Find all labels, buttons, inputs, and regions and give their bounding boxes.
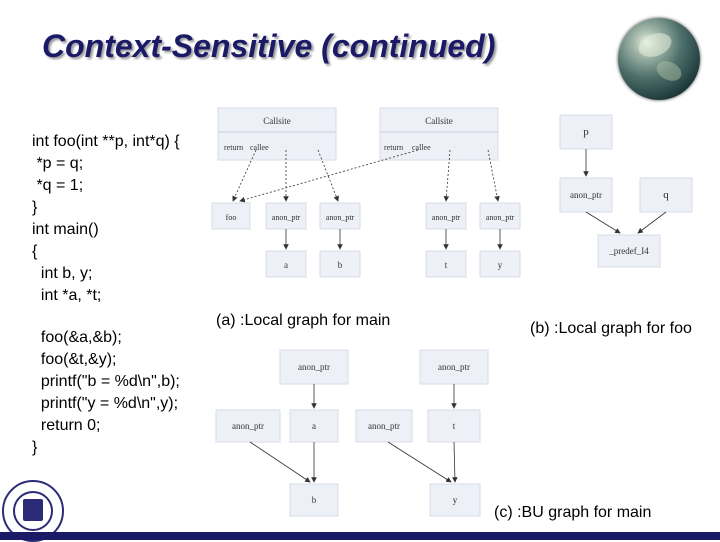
callsite-return: return (384, 143, 404, 152)
code-line: *q = 1; (32, 177, 84, 194)
node-p: p (583, 126, 589, 138)
seal-emblem (23, 499, 43, 521)
callsite-callee: callee (412, 143, 431, 152)
node-b: b (311, 495, 317, 505)
callsite-title: Callsite (425, 116, 453, 126)
node-predef: _predef_I4 (609, 246, 649, 256)
footer-bar (0, 532, 720, 540)
graph-c (216, 350, 488, 516)
node-anon-ptr: anon_ptr (271, 213, 301, 222)
edge-points-to (250, 442, 310, 482)
node-anon-ptr: anon_ptr (232, 421, 264, 431)
node-t: t (444, 260, 448, 270)
node-anon-ptr: anon_ptr (431, 213, 461, 222)
node-a: a (284, 260, 288, 270)
node-anon-ptr: anon_ptr (325, 213, 355, 222)
node-anon-ptr: anon_ptr (438, 362, 470, 372)
node-t: t (452, 421, 456, 431)
node-q: q (663, 189, 669, 201)
code-line: return 0; (32, 417, 101, 434)
node-y: y (497, 260, 503, 270)
node-a: a (312, 421, 316, 431)
caption-a: (a) :Local graph for main (216, 312, 391, 329)
code-line: } (32, 439, 38, 456)
node-anon-ptr: anon_ptr (485, 213, 515, 222)
node-anon-ptr: anon_ptr (368, 421, 400, 431)
code-line: } (32, 199, 38, 216)
graph-a (212, 108, 520, 277)
node-b: b (337, 260, 343, 270)
graph-b (560, 115, 692, 267)
slide-title: Context-Sensitive (continued) (42, 28, 496, 64)
code-line: foo(&t,&y); (32, 351, 117, 368)
edge-points-to (638, 212, 666, 233)
node-foo: foo (225, 213, 237, 222)
code-line: int *a, *t; (32, 287, 102, 304)
code-line: *p = q; (32, 155, 84, 172)
edge-points-to (586, 212, 620, 233)
edge-points-to (388, 442, 451, 482)
callsite-title: Callsite (263, 116, 291, 126)
code-line: printf("b = %d\n",b); (32, 373, 180, 390)
caption-b: (b) :Local graph for foo (530, 320, 692, 337)
code-line: int foo(int **p, int*q) { (32, 133, 180, 150)
node-anon-ptr: anon_ptr (298, 362, 330, 372)
caption-c: (c) :BU graph for main (494, 504, 652, 521)
code-line: foo(&a,&b); (32, 329, 122, 346)
edge-points-to (454, 442, 455, 482)
callsite-callee: callee (250, 143, 269, 152)
code-line: int main() (32, 221, 99, 238)
code-line: printf("y = %d\n",y); (32, 395, 179, 412)
node-y: y (452, 495, 458, 505)
callsite-return: return (224, 143, 244, 152)
code-line: { (32, 243, 38, 260)
node-anon-ptr: anon_ptr (570, 190, 602, 200)
code-line: int b, y; (32, 265, 93, 282)
